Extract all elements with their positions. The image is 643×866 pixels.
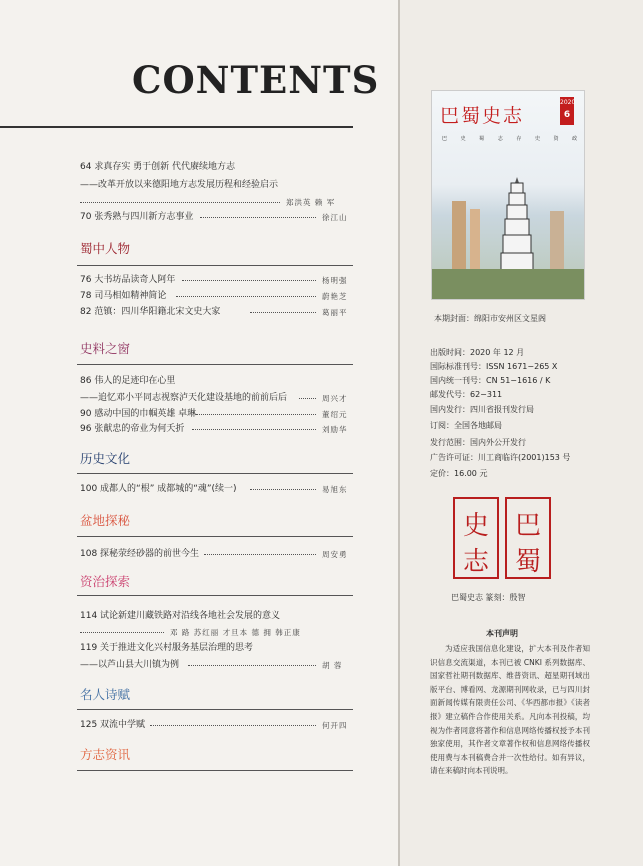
section-rule-3 bbox=[77, 473, 353, 474]
info-ad-license: 广告许可证：川工商临许(2001)153 号 bbox=[430, 453, 571, 462]
section-title-shifu: 名人诗赋 bbox=[80, 687, 131, 702]
cover-issue-badge bbox=[560, 97, 574, 125]
info-date: 出版时间：2020 年 12 月 bbox=[430, 348, 525, 357]
entry-114-author: 邓 路 苏红丽 才旦本 德 拥 韩正康 bbox=[170, 628, 301, 637]
entry-125[interactable]: 125 双流中学赋 bbox=[80, 720, 146, 730]
section-rule-5 bbox=[77, 595, 353, 596]
entry-125-byline bbox=[150, 720, 348, 731]
entry-82-author: 葛丽平 bbox=[322, 308, 348, 317]
entry-108[interactable]: 108 探秘荥经砂器的前世今生 bbox=[80, 549, 200, 559]
info-order: 订阅：全国各地邮局 bbox=[430, 421, 502, 430]
info-cn: 国内统一刊号：CN 51−1616 / K bbox=[430, 376, 551, 385]
contents-title: CONTENTS bbox=[132, 58, 380, 102]
entry-86-author: 周兴才 bbox=[322, 394, 348, 403]
info-price: 定价：16.00 元 bbox=[430, 469, 488, 478]
entry-119-byline bbox=[188, 660, 342, 671]
cover-issue: 6 bbox=[563, 110, 571, 120]
svg-text:巴: 巴 bbox=[514, 511, 542, 541]
entry-90-byline bbox=[196, 409, 348, 420]
entry-64-author: 郑洪英 赖 军 bbox=[286, 198, 336, 207]
entry-64-byline bbox=[80, 197, 335, 208]
cover-logo: 巴蜀史志 bbox=[440, 105, 525, 127]
entry-82-byline bbox=[250, 307, 348, 318]
entry-114[interactable]: 114 试论新建川藏铁路对沿线各地社会发展的意义 bbox=[80, 611, 281, 621]
entry-96-author: 刘励华 bbox=[322, 425, 348, 434]
section-rule-2 bbox=[77, 364, 353, 365]
entry-78-author: 蔚艳芝 bbox=[322, 292, 348, 301]
section-title-shiliao: 史料之窗 bbox=[80, 341, 131, 356]
section-rule-4 bbox=[77, 536, 353, 537]
declaration-title: 本刊声明 bbox=[486, 629, 518, 638]
entry-96-byline bbox=[192, 424, 348, 435]
entry-100[interactable]: 100 成都人的“根” 成都城的“魂”(续一) bbox=[80, 484, 237, 494]
section-title-zizhi: 资治探索 bbox=[80, 574, 131, 589]
section-rule-6 bbox=[77, 709, 353, 710]
entry-90-author: 董绍元 bbox=[322, 410, 348, 419]
cover-building bbox=[452, 201, 466, 271]
section-rule-7 bbox=[77, 770, 353, 771]
entry-70-byline bbox=[200, 212, 348, 223]
section-title-lishi: 历史文化 bbox=[80, 451, 131, 466]
entry-100-byline bbox=[250, 484, 348, 495]
section-rule-1 bbox=[77, 265, 353, 266]
entry-119[interactable]: 119 关于推进文化兴村服务基层治理的思考 bbox=[80, 643, 254, 653]
cover-building bbox=[550, 211, 564, 269]
svg-text:史: 史 bbox=[462, 511, 490, 541]
entry-100-author: 易旭东 bbox=[322, 485, 348, 494]
svg-text:志: 志 bbox=[462, 547, 490, 577]
section-title-pendi: 盆地探秘 bbox=[80, 513, 131, 528]
cover-building bbox=[470, 209, 480, 269]
entry-96[interactable]: 96 张献忠的帝业为何夭折 bbox=[80, 424, 185, 434]
info-issn: 国际标准刊号：ISSN 1671−265 X bbox=[430, 362, 558, 371]
seal-caption: 巴蜀史志 篆刻：殷智 bbox=[451, 593, 526, 602]
entry-76-author: 杨明强 bbox=[322, 276, 348, 285]
section-title-shuzhong: 蜀中人物 bbox=[80, 241, 131, 256]
entry-78-byline bbox=[176, 291, 348, 302]
entry-86[interactable]: 86 伟人的足迹印在心里 bbox=[80, 376, 176, 386]
cover-subline: 巴 史 蜀 志 存 史 资 政 bbox=[442, 136, 584, 142]
entry-125-author: 何开四 bbox=[322, 721, 348, 730]
declaration-body: 为适应我国信息化建设，扩大本刊及作者知识信息交流渠道，本刊已被 CNKI 系列数据库、国家哲社期刊数据库、维普资讯、超星期刊域出版平台、博看网、龙源期刊网收录，已与四川封面新闻传媒有限责任公司、《华西都市报》《读者报》建立稿件合作使用关系。凡向本刊投稿，均视为作者同意将著作和信息网络传播权授予本刊独家使用，其作者文章著作权和信息网络传播权使用费与本刊稿费合并一次性给付。如有异议，请在来稿时向本刊说明。 bbox=[430, 644, 590, 776]
entry-64-subtitle: ——改革开放以来德阳地方志发展历程和经验启示 bbox=[80, 180, 279, 190]
entry-70-author: 徐江山 bbox=[322, 213, 348, 222]
cover-caption: 本期封面：绵阳市安州区文星阁 bbox=[434, 314, 546, 323]
entry-76[interactable]: 76 大书坊品读奇人阿年 bbox=[80, 275, 176, 285]
info-distribution: 国内发行：四川省报刊发行局 bbox=[430, 405, 534, 414]
entry-76-byline bbox=[182, 275, 348, 286]
entry-90[interactable]: 90 感动中国的巾帼英雄 卓琳 bbox=[80, 409, 197, 419]
cover-ground bbox=[432, 269, 584, 299]
info-range: 发行范围：国内外公开发行 bbox=[430, 438, 526, 447]
entry-86-byline bbox=[299, 393, 348, 404]
title-rule bbox=[0, 126, 353, 128]
entry-78[interactable]: 78 司马相如精神简论 bbox=[80, 291, 167, 301]
entry-64[interactable]: 64 求真存实 勇于创新 代代赓续地方志 bbox=[80, 162, 236, 172]
entry-86-subtitle: ——追忆邓小平同志视察泸天化建设基地的前前后后 bbox=[80, 393, 288, 403]
cover-year: 2020 bbox=[560, 99, 576, 106]
entry-70[interactable] bbox=[80, 212, 193, 223]
entry-108-byline bbox=[204, 549, 348, 560]
entry-82[interactable]: 82 范镇：四川华阳籍北宋文史大家 bbox=[80, 307, 221, 317]
info-postal: 邮发代号：62−311 bbox=[430, 390, 503, 399]
entry-119-subtitle: ——以芦山县大川镇为例 bbox=[80, 660, 180, 670]
entry-119-author: 胡 蓉 bbox=[322, 661, 343, 670]
seal-stamp bbox=[452, 496, 552, 580]
section-title-fangzhi: 方志资讯 bbox=[80, 747, 131, 762]
entry-108-author: 周安勇 bbox=[322, 550, 348, 559]
svg-text:蜀: 蜀 bbox=[514, 547, 542, 577]
cover-image bbox=[431, 90, 585, 300]
entry-114-byline bbox=[80, 627, 301, 638]
entry-70-title: 70 张秀熟与四川新方志事业 bbox=[80, 212, 194, 222]
